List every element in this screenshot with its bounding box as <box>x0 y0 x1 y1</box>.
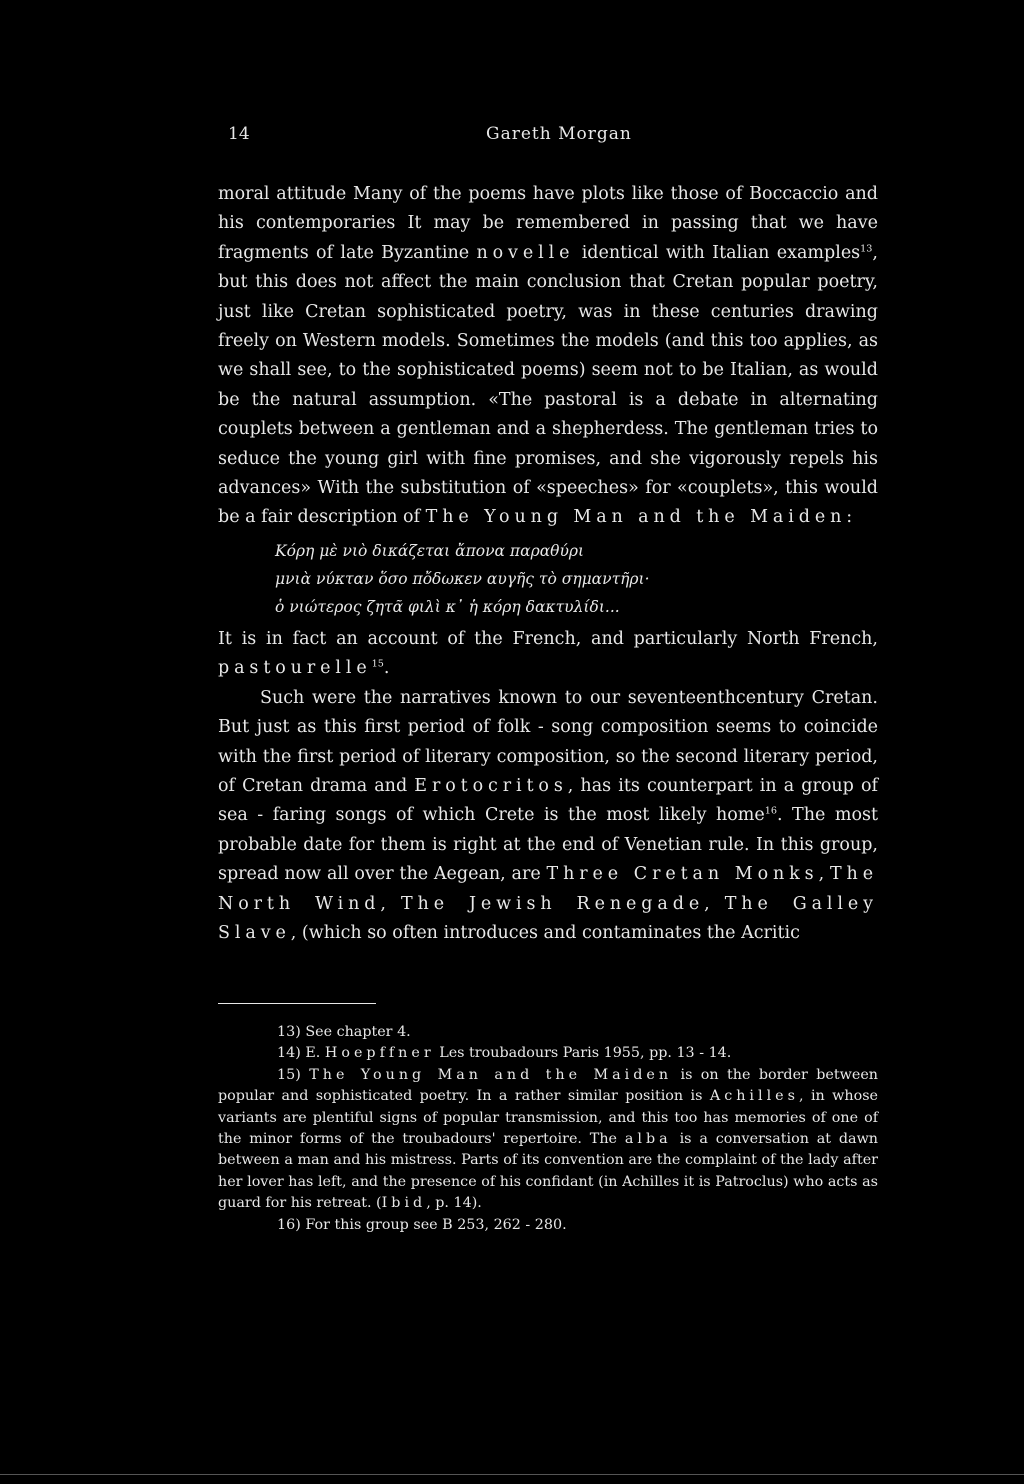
spaced-title-erotocritos: Erotocritos <box>414 775 568 796</box>
spaced-title-achilles: Achilles <box>709 1088 799 1105</box>
footnote-text: is on the border between popular and sophisticated poetry. In a rather similar position is <box>218 1066 878 1105</box>
footnote-text: , p. 14). <box>426 1195 482 1212</box>
footnote-ref-15[interactable]: 15 <box>371 658 384 670</box>
paragraph-3: Such were the narratives known to our seventeenthcentury Cretan. But just as this first period of folk - song composition seems to coincide with the first period of literary composition, so the second literary period, of Cretan drama and Erotocritos, has its counterpart in a group of sea - faring songs of which Crete is the most likely home$^{16}$. The most probable date for them is right at the end of Venetian rule. In this group, spread now all over the Aegean, are Three Cretan Monks, The North Wind, The Jewish Renegade, The Galley Slave, (which so often introduces and contaminates the Acritic <box>218 687 878 943</box>
spaced-author-name: Hoepffner <box>324 1045 435 1062</box>
text-run: Such were the narratives known to our seventeenthcentury Cretan. But just as this first period of folk - song composition seems to coincide with the first period of literary composition, so the second literary period, of Cretan drama and <box>218 687 878 796</box>
spaced-title-monks: Three Cretan Monks <box>546 864 819 885</box>
text-run: , has its counterpart in a group of sea - faring songs of which Crete is the most likely home <box>218 775 878 826</box>
footnote-number: 15) <box>277 1066 301 1083</box>
spaced-term-ibid: Ibid <box>381 1195 427 1212</box>
footnote-number: 16) <box>277 1216 301 1233</box>
text-run: , but this does not affect the main conclusion that Cretan popular poetry, just like Cretan sophisticated poetry, was in these centuries drawing freely on Western models. Sometimes the models (and this too applies, as we shall see, to the sophisticated poems) seem not to be Italian, as would be the natural assumption. «The pastoral is a debate in alternating couplets between a gentleman and a shepherdess. The gentleman tries to seduce the young girl with fine promises, and she vigorously repels his advances» With the substitution of «speeches» for «couplets», this would be a fair description of <box>218 242 878 528</box>
footnote-text: E. <box>305 1045 321 1062</box>
spaced-title-galley-slave: The Galley Slave <box>218 893 878 943</box>
page-number: 14 <box>228 124 250 144</box>
footnote-ref-13[interactable]: 13 <box>860 243 873 255</box>
main-text <box>218 180 878 948</box>
spaced-title-north-wind: The North Wind <box>218 864 878 914</box>
footnote-number: 13) <box>277 1024 301 1040</box>
verse-line-1: Κόρη μὲ νιὸ δικάζεται ἄπονα παραθύρι <box>275 541 585 560</box>
scan-edge-line <box>0 1474 1024 1475</box>
footnote-15 <box>218 1065 878 1215</box>
spaced-title-renegade: The Jewish Renegade <box>400 893 705 914</box>
text-run: , (which so often introduces and contaminates the Acritic <box>290 922 800 943</box>
footnote-text: Les troubadours Paris 1955, pp. 13 - 14. <box>439 1045 732 1062</box>
footnote-16 <box>218 1215 878 1236</box>
footnote-text: , in whose variants are plentiful signs of popular transmission, and this too has memories of one of the minor forms of the troubadours' repertoire. The <box>218 1088 879 1148</box>
spaced-title: The Young Man and the Maiden <box>309 1066 673 1083</box>
footnote-text: See chapter 4. <box>305 1024 411 1040</box>
running-head: Gareth Morgan <box>486 124 632 144</box>
footnote-text: is a conversation at dawn between a man and his mistress. Parts of its convention are the complaint of the lady after her lover has left, and the presence of his confidant (in Achilles it is Patroclus) who acts as guard for his retreat. ( <box>218 1131 879 1212</box>
spaced-term-pastourelle: pastourelle <box>218 658 372 679</box>
footnote-ref-16[interactable]: 16 <box>764 805 777 817</box>
footnotes <box>218 1022 878 1236</box>
text-run: identical with Italian examples <box>581 242 861 263</box>
footnote-number: 14) <box>277 1045 301 1062</box>
text-run: It is in fact an account of the French, and particularly North French, <box>218 628 878 649</box>
verse-line-3: ὁ νιώτερος ζητᾶ φιλὶ κ᾿ ἡ κόρη δακτυλίδι... <box>275 597 620 616</box>
paragraph-1 <box>218 180 878 533</box>
footnote-text: For this group see B 253, 262 - 280. <box>305 1216 567 1233</box>
footnote-13 <box>218 1022 878 1043</box>
spaced-title-young-man: The Young Man and the Maiden: <box>425 507 858 528</box>
footnote-14 <box>218 1043 878 1064</box>
greek-verse-quote <box>275 537 878 621</box>
footnote-rule <box>218 1003 376 1004</box>
text-run: moral attitude Many of the poems have plots like those of Boccaccio and his contemporaries It may be remembered in passing that we have fragments of late Byzantine <box>218 184 878 263</box>
text-run: . <box>383 658 390 679</box>
spaced-term-alba: alba <box>624 1131 672 1148</box>
verse-line-2: μνιὰ νύκταν ὅσο πὄδωκεν αυγῆς τὸ σημαντῆρι· <box>275 569 650 588</box>
spaced-term-novelle: novelle <box>476 242 575 263</box>
paragraph-2 <box>218 625 878 684</box>
text-run: . The most probable date for them is right at the end of Venetian rule. In this group, spread now all over the Aegean, are <box>218 805 878 885</box>
